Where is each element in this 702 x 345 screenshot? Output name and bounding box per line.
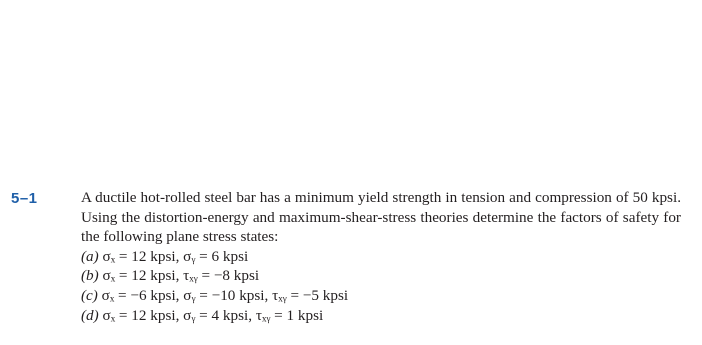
case-item-b <box>81 266 681 286</box>
case-list <box>81 247 681 325</box>
case-item-a <box>81 247 681 267</box>
problem-statement: A ductile hot-rolled steel bar has a minimum yield strength in tension and compression of 50 kpsi. Using the distortion-energy and maximum-shear-stress theories determine the factors of safety for the following plane stress states: <box>81 189 681 246</box>
case-tag: (b) <box>81 267 99 285</box>
case-item-d <box>81 306 681 326</box>
case-item-c <box>81 286 681 306</box>
case-expression: σₓ = 12 kpsi, σᵧ = 4 kpsi, τₓᵧ = 1 kpsi <box>102 306 324 324</box>
case-expression: σₓ = −6 kpsi, σᵧ = −10 kpsi, τₓᵧ = −5 kpsi <box>101 286 349 304</box>
case-expression: σₓ = 12 kpsi, τₓᵧ = −8 kpsi <box>102 267 260 285</box>
problem-number: 5–1 <box>11 190 38 207</box>
case-tag: (c) <box>81 286 98 304</box>
case-tag: (a) <box>81 247 99 265</box>
problem-body <box>81 188 681 325</box>
case-tag: (d) <box>81 306 99 324</box>
case-expression: σₓ = 12 kpsi, σᵧ = 6 kpsi <box>102 247 249 265</box>
